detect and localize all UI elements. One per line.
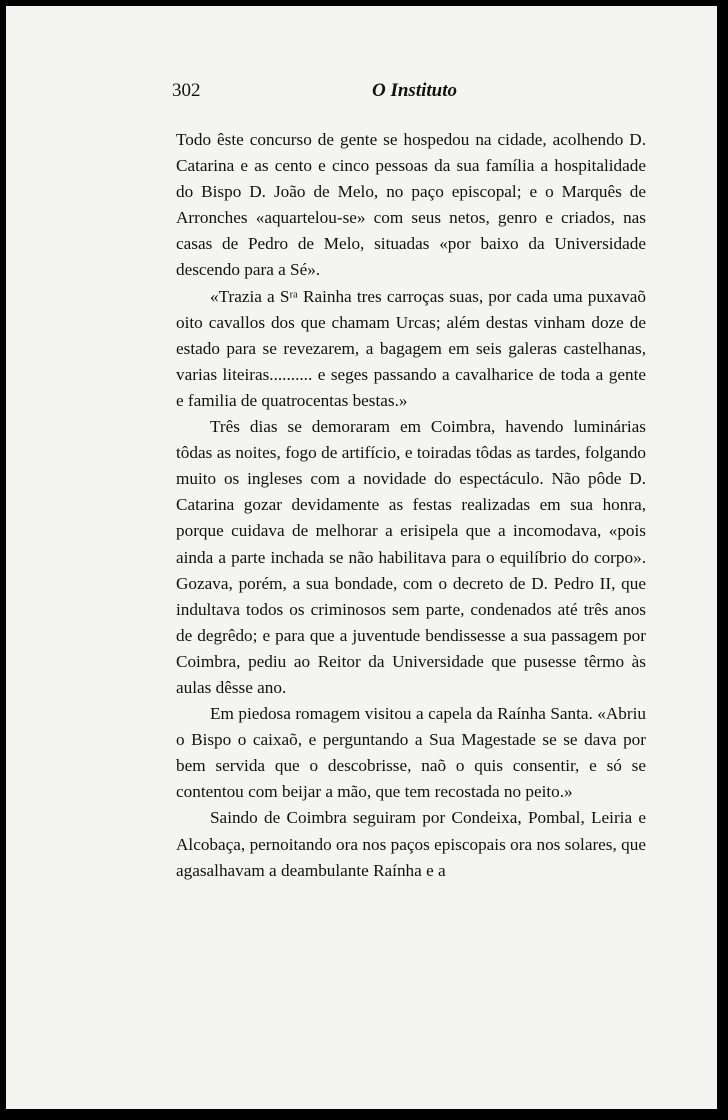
paragraph: «Trazia a Sʳᵃ Rainha tres carroças suas, por cada uma puxavaõ oito cavallos dos que chamam Urcas; além destas vinham doze de estado para se revezarem, a bagagem em seis galeras castelhanas, varias liteiras.......... e seges passando a cavalharice de toda a gente e familia de quatrocentas bestas.» [176, 286, 646, 410]
scan-border [717, 0, 728, 1120]
paragraph: Todo êste concurso de gente se hospedou na cidade, acolhendo D. Catarina e as cento e cinco pessoas da sua família a hospitalidade do Bispo D. João de Melo, no paço episcopal; e o Marquês de Arronches «aquartelou-se» com seus netos, genro e criados, nas casas de Pedro de Melo, situadas «por baixo da Universidade descendo para a Sé». [176, 130, 646, 280]
paragraph: Três dias se demoraram em Coimbra, havendo luminárias tôdas as noites, fogo de artifício, e toiradas tôdas as tardes, folgando muito os ingleses com a novidade do espectáculo. Não pôde D. Catarina gozar devidamente as festas realizadas em sua honra, porque cuidava de melhorar a erisipela que a incomodava, «pois ainda a parte inchada se não habilitava para o equilíbrio do corpo». Gozava, porém, a sua bondade, com o decreto de D. Pedro II, que indultava todos os criminosos sem parte, condenados até três anos de degrêdo; e para que a juventude bendissesse a sua passagem por Coimbra, pediu ao Reitor da Universidade que pusesse têrmo às aulas dêsse ano. [176, 417, 646, 697]
page-number: 302 [172, 80, 201, 101]
page-header [172, 80, 642, 110]
paragraph: Em piedosa romagem visitou a capela da Raínha Santa. «Abriu o Bispo o caixaõ, e perguntando a Sua Magestade se se dava por bem servida que o descobrisse, naõ o quis consentir, e só se contentou com beijar a mão, que tem recostada no peito.» [176, 704, 646, 802]
book-page [6, 6, 717, 1109]
paragraph: Saindo de Coimbra seguiram por Condeixa, Pombal, Leiria e Alcobaça, pernoitando ora nos paços episcopais ora nos solares, que agasalhavam a deambulante Raínha e a [176, 808, 646, 880]
body-text [176, 127, 646, 884]
running-title: O Instituto [372, 80, 458, 101]
